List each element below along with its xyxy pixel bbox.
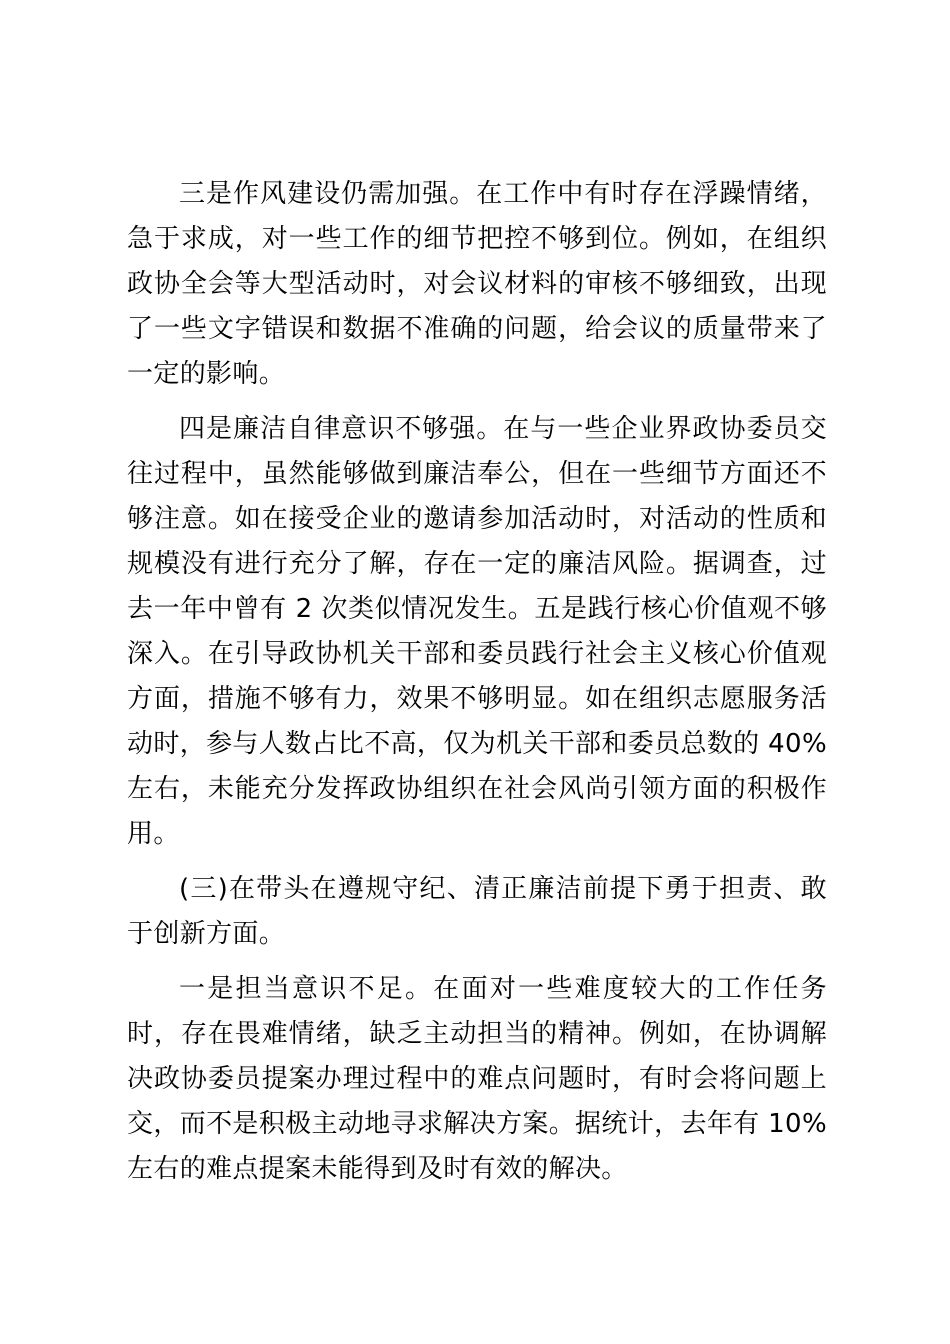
paragraph-style-issue: 三是作风建设仍需加强。在工作中有时存在浮躁情绪，急于求成，对一些工作的细节把控不够到位。例如，在组织政协全会等大型活动时，对会议材料的审核不够细致，出现了一些文字错误和数据不准确的问题，给会议的质量带来了一定的影响。: [127, 179, 827, 389]
paragraph-integrity-issue: 四是廉洁自律意识不够强。在与一些企业界政协委员交往过程中，虽然能够做到廉洁奉公，但在一些细节方面还不够注意。如在接受企业的邀请参加活动时，对活动的性质和规模没有进行充分了解，存在一定的廉洁风险。据调查，过去一年中曾有 2 次类似情况发生。五是践行核心价值观不够深入。在引导政协机关干部和委员践行社会主义核心价值观方面，措施不够有力，效果不够明显。如在组织志愿服务活动时，参与人数占比不高，仅为机关干部和委员总数的 40%左右，未能充分发挥政协组织在社会风尚引领方面的积极作用。: [127, 414, 827, 849]
document-body: [127, 172, 827, 1202]
section-heading-three: (三)在带头在遵规守纪、清正廉洁前提下勇于担责、敢于创新方面。: [127, 874, 827, 949]
paragraph-responsibility-issue: 一是担当意识不足。在面对一些难度较大的工作任务时，存在畏难情绪，缺乏主动担当的精神。例如，在协调解决政协委员提案办理过程中的难点问题时，有时会将问题上交，而不是积极主动地寻求解决方案。据统计，去年有 10%左右的难点提案未能得到及时有效的解决。: [127, 974, 827, 1184]
